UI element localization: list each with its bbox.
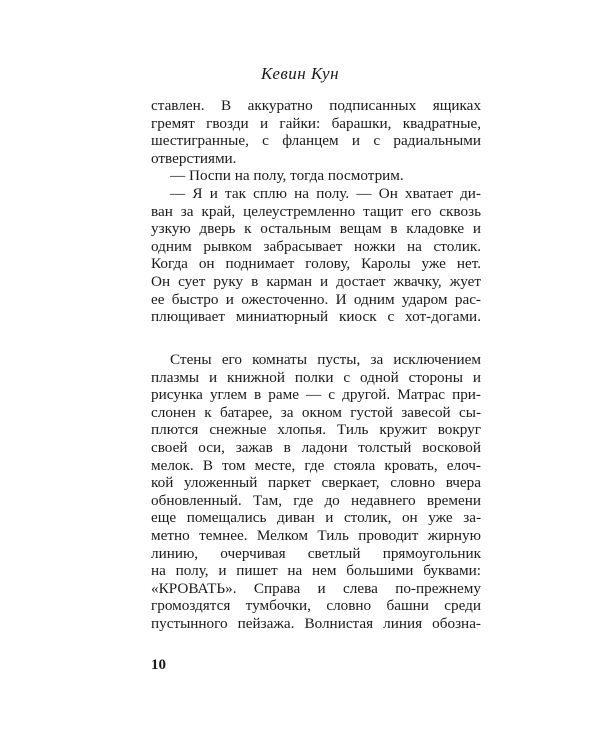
text-line: Он сует руку в карман и достает жвачку, жует <box>151 272 481 290</box>
text-line: мелок. В том месте, где стояла кровать, елоч- <box>151 456 481 474</box>
text-line: кой уложенный паркет сверкает, словно вчера <box>151 474 481 492</box>
text-line: линию, очерчивая светлый прямоугольник <box>151 544 481 562</box>
text-line: шестигранные, с фланцем и с радиальными <box>151 132 481 150</box>
text-line: слонен к батарее, за окном густой завесой сы- <box>151 403 481 421</box>
text-line: еще помещались диван и столик, он уже за- <box>151 509 481 527</box>
text-line: — Я и так сплю на полу. — Он хватает ди- <box>170 184 481 202</box>
text-line: «КРОВАТЬ». Справа и слева по-прежнему <box>151 579 481 597</box>
text-line: Когда он поднимает голову, Каролы уже нет. <box>151 255 481 273</box>
text-line: ван за край, целеустремленно тащит его сквозь <box>151 202 481 220</box>
running-head-author: Кевин Кун <box>260 64 339 83</box>
text-line: метно темнее. Мелком Тиль проводит жирную <box>151 526 481 544</box>
paragraph-1 <box>151 97 481 326</box>
text-line: узкую дверь к остальным вещам в кладовке и <box>151 220 481 238</box>
text-line: обновленный. Там, где до недавнего времени <box>151 491 481 509</box>
text-line: одним рывком забрасывает ножки на столик. <box>151 237 481 255</box>
text-line: гремят гвозди и гайки: барашки, квадратные, <box>151 114 481 132</box>
text-line: ее быстро и ожесточенно. И одним ударом рас- <box>151 290 481 308</box>
text-line: отверстиями. <box>151 149 237 167</box>
text-line: громоздятся тумбочки, словно башни среди <box>151 597 481 615</box>
text-line: на полу, и пишет на нем большими буквами: <box>151 562 481 580</box>
paragraph-2 <box>151 351 481 633</box>
text-line: своей оси, зажав в ладони толстый восковой <box>151 438 481 456</box>
text-line: плющивает миниатюрный киоск с хот-догами. <box>151 308 481 326</box>
text-line: плазмы и книжной полки с одной стороны и <box>151 368 481 386</box>
text-line: Стены его комнаты пусты, за исключением <box>170 351 481 368</box>
page-number: 10 <box>151 657 166 673</box>
text-line: пустынного пейзажа. Волнистая линия обозна- <box>151 614 481 632</box>
text-line: — Поспи на полу, тогда посмотрим. <box>170 167 404 185</box>
text-line: плются снежные хлопья. Тиль кружит вокруг <box>151 421 481 439</box>
text-line: рисунка углем в раме — с другой. Матрас при- <box>151 386 481 404</box>
text-line: ставлен. В аккуратно подписанных ящиках <box>151 97 481 114</box>
